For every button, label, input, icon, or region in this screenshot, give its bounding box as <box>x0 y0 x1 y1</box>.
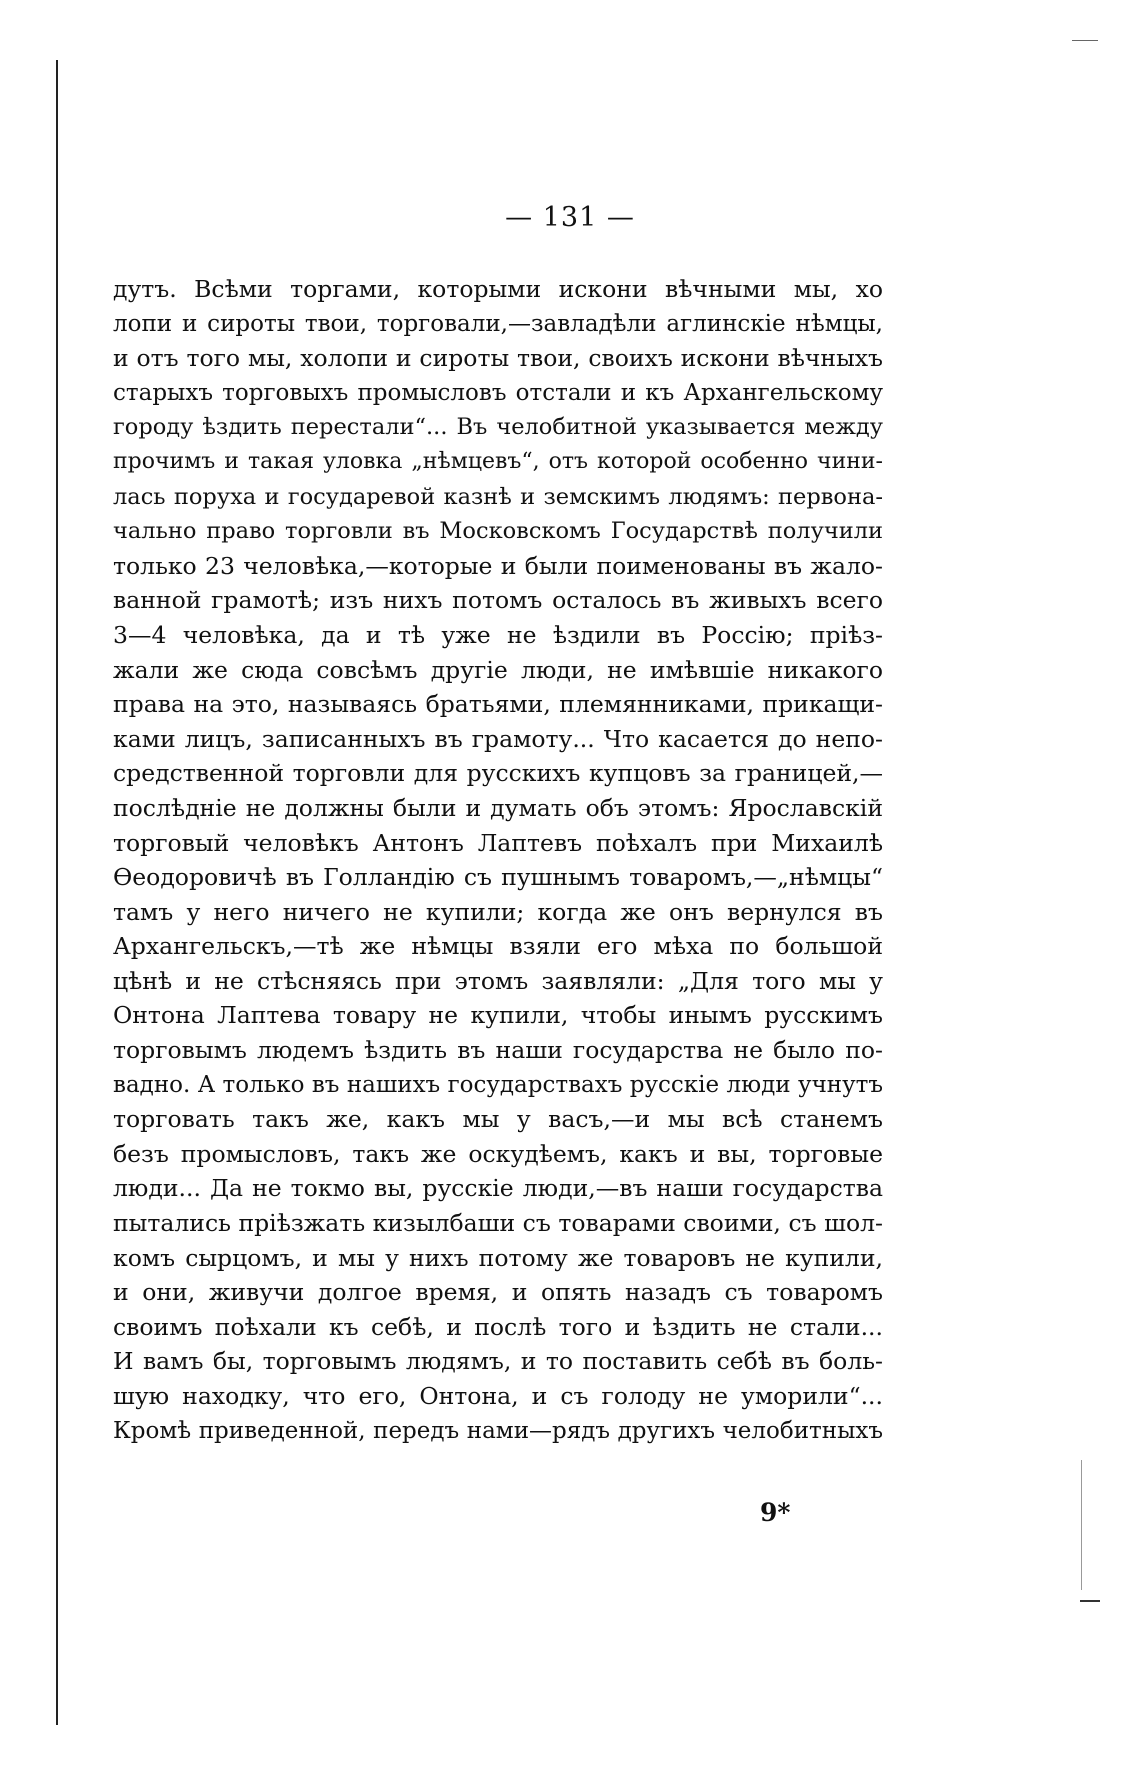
text-line: чально право торговли въ Московскомъ Государствѣ получили <box>113 518 883 545</box>
text-line: дутъ. Всѣми торгами, которыми искони вѣчными мы, хо <box>113 275 883 303</box>
text-line: комъ сырцомъ, и мы у нихъ потому же товаровъ не купили, <box>113 1243 883 1272</box>
text-line: права на это, называясь братьями, племянниками, прикащи- <box>113 690 883 719</box>
text-line: торговать такъ же, какъ мы у васъ,—и мы всѣ станемъ <box>113 1105 883 1134</box>
text-line: цѣнѣ и не стѣсняясь при этомъ заявляли: „Для того мы у <box>113 966 883 995</box>
text-line: люди... Да не токмо вы, русскіе люди,—въ наши государства <box>113 1174 883 1203</box>
text-line: 3—4 человѣка, да и тѣ уже не ѣздили въ Россію; пріѣз- <box>113 620 883 649</box>
text-line: прочимъ и такая уловка „нѣмцевъ“, отъ которой особенно чини- <box>113 448 883 474</box>
text-line: и они, живучи долгое время, и опять назадъ съ товаромъ <box>113 1278 883 1307</box>
text-line: Онтона Лаптева товару не купили, чтобы инымъ русскимъ <box>113 1001 883 1030</box>
text-line: торговый человѣкъ Антонъ Лаптевъ поѣхалъ при Михаилѣ <box>113 828 883 857</box>
text-line: своимъ поѣхали къ себѣ, и послѣ того и ѣздить не стали... <box>113 1312 883 1341</box>
text-line: средственной торговли для русскихъ купцовъ за границей,— <box>113 759 883 788</box>
text-line: лопи и сироты твои, торговали,—завладѣли аглинскіе нѣмцы, <box>113 310 883 337</box>
text-line: Кромѣ приведенной, передъ нами—рядъ другихъ челобитныхъ <box>113 1417 883 1444</box>
text-line: лась поруха и государевой казнѣ и земскимъ людямъ: первона- <box>113 483 883 510</box>
text-line: послѣдніе не должны были и думать объ этомъ: Ярославскій <box>113 793 883 822</box>
text-line: вадно. А только въ нашихъ государствахъ русскіе люди учнутъ <box>113 1071 883 1098</box>
text-line: жали же сюда совсѣмъ другіе люди, не имѣвшіе никакого <box>113 655 883 684</box>
text-line: ванной грамотѣ; изъ нихъ потомъ осталось въ живыхъ всего <box>113 586 883 615</box>
scan-mark-top <box>1072 40 1098 41</box>
text-line: ками лицъ, записанныхъ въ грамоту... Что касается до непо- <box>113 724 883 753</box>
text-line: только 23 человѣка,—которые и были поименованы въ жало- <box>113 551 883 580</box>
scan-line-right <box>1081 1460 1082 1590</box>
text-line: безъ промысловъ, такъ же оскудѣемъ, какъ и вы, торговые <box>113 1139 883 1168</box>
text-line: Ѳеодоровичѣ въ Голландію съ пушнымъ товаромъ,—„нѣмцы“ <box>113 863 883 892</box>
scan-edge-left <box>56 60 58 1725</box>
text-line: тамъ у него ничего не купили; когда же онъ вернулся въ <box>113 897 883 926</box>
text-line: старыхъ торговыхъ промысловъ отстали и къ Архангельскому <box>113 379 883 406</box>
text-line: и отъ того мы, холопи и сироты твои, своихъ искони вѣчныхъ <box>113 344 883 373</box>
scan-mark-bottom <box>1080 1600 1100 1602</box>
text-line: Архангельскъ,—тѣ же нѣмцы взяли его мѣха по большой <box>113 932 883 961</box>
body-text <box>113 272 883 1448</box>
text-line: городу ѣздить перестали“... Въ челобитной указывается между <box>113 414 883 441</box>
page-number: — 131 — <box>505 202 635 233</box>
printer-signature-mark: 9* <box>760 1498 791 1527</box>
text-line: шую находку, что его, Онтона, и съ голоду не уморили“... <box>113 1382 883 1410</box>
text-line: пытались пріѣзжать кизылбаши съ товарами своими, съ шол- <box>113 1209 883 1238</box>
text-line: торговымъ людемъ ѣздить въ наши государства не было по- <box>113 1036 883 1065</box>
text-line: И вамъ бы, торговымъ людямъ, и то поставить себѣ въ боль- <box>113 1347 883 1376</box>
